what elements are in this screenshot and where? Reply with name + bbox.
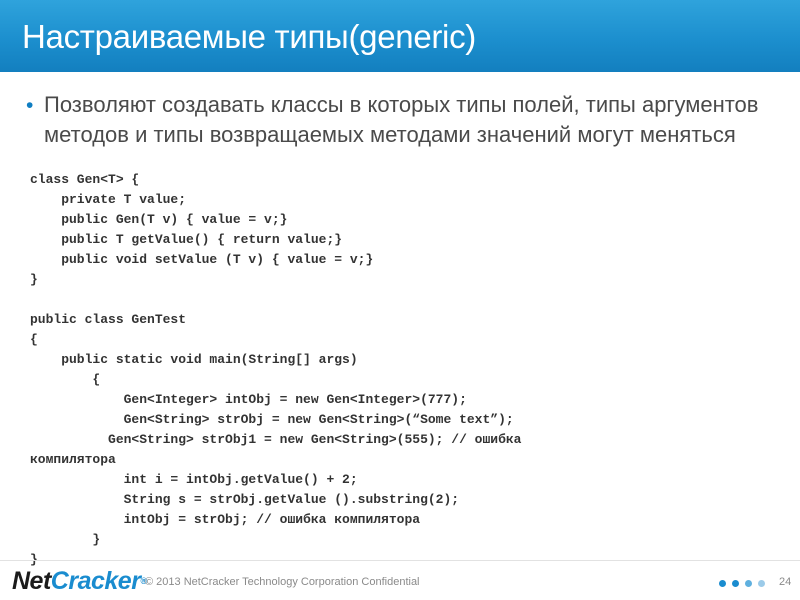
slide-header [0, 0, 800, 72]
copyright-text: © 2013 NetCracker Technology Corporation Confidential [145, 576, 420, 588]
dot-1 [719, 580, 726, 587]
page-number: 24 [779, 576, 792, 588]
slide-title: Настраиваемые типы(generic) [22, 18, 476, 55]
dot-2 [732, 580, 739, 587]
bullet-text: Позволяют создавать классы в которых типы полей, типы аргументов методов и типы возвращаемых методами значений могут меняться [44, 92, 759, 147]
logo-registered-mark: ® [140, 576, 147, 586]
logo-net: Net [12, 567, 51, 595]
dot-3 [745, 580, 752, 587]
bullet-marker: • [26, 94, 34, 117]
logo-cracker: Cracker [50, 567, 141, 595]
code-block: class Gen<T> { private T value; public Gen(T v) { value = v;} public T getValue() { return value;} public void setValue (T v) { value = v;} } public class GenTest { public static void main(String[] args) { Gen<Integer> intObj = new Gen<Integer>(777); Gen<String> strObj = new Gen<String>(“Some text”); Gen<String> strObj1 = new Gen<String>(555); // ошибка компилятора int i = intObj.getValue() + 2; String s = strObj.getValue ().substring(2); intObj = strObj; // ошибка компилятора } [30, 172, 522, 547]
dot-4 [758, 580, 765, 587]
netcracker-logo [12, 566, 147, 596]
footer-divider [0, 560, 800, 561]
